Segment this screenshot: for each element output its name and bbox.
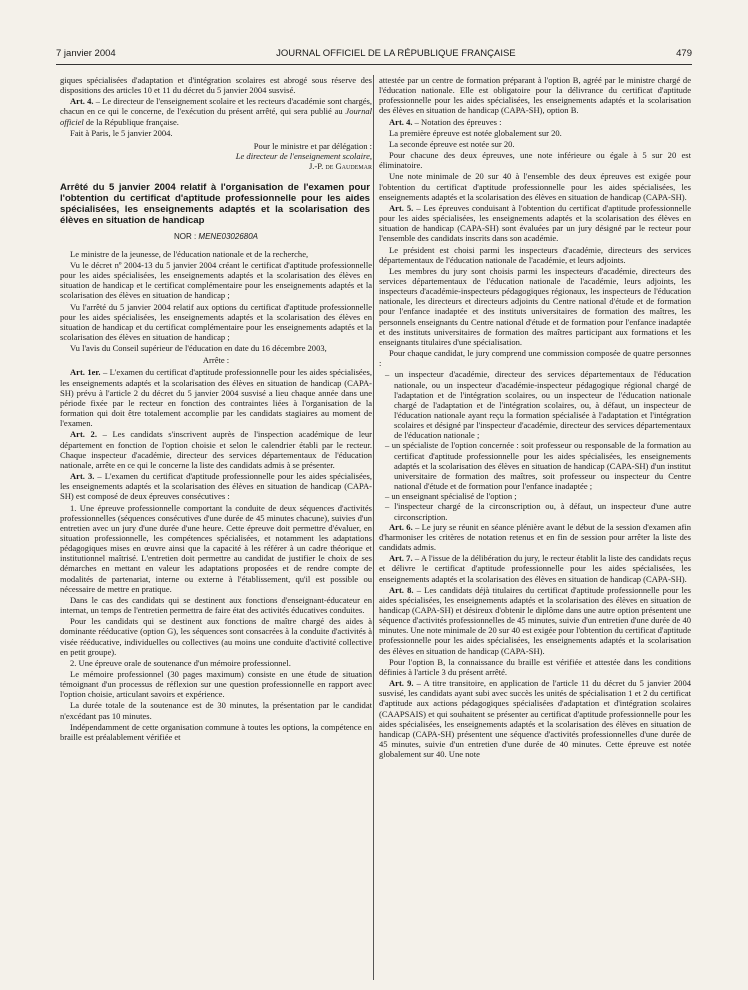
paragraph: Dans le cas des candidats qui se destinent aux fonctions d'enseignant-éducateur en internat, un temps de l'entretien permettra de faire état des activités éducatives conduites. [60,594,372,616]
article-text: – L'examen du certificat d'aptitude professionnelle pour les aides spécialisées, les enseignements adaptés et la scolarisation des élèves en situation de handicap (CAPA-SH) est composé de deux épreuves consécutives : [60,471,372,502]
visa: Vu le décret nº 2004-13 du 5 janvier 2004 créant le certificat d'aptitude professionnelle pour les aides spécialisées, les enseignements adaptés et la scolarisation des élèves en situation de handicap et le certificat complémentaire pour les enseignements adaptés et la scolarisation des élèves en situation de handicap ; [60,259,372,301]
signature-line: Pour le ministre et par délégation : [253,140,372,151]
nor-value: MENE0302680A [198,231,259,241]
paragraph: attestée par un centre de formation préparant à l'option B, agréé par le ministre chargé de l'éducation nationale. Elle est obligatoire pour la délivrance du certificat d'aptitude professionnelle pour les aides spécialisées, les enseignements adaptés et la scolarisation des élèves en situation de handicap (CAPA-SH), option B. [379,75,691,116]
article-text: – A titre transitoire, en application de l'article 11 du décret du 5 janvier 2004 susvisé, les candidats ayant subi avec succès les unités de spécialisation 1 et 2 du certificat d'aptitude aux actions pédagogiques spécialisées d'adaptation et d'intégration scolaires (CAAPSAIS) et qui souhaitent se présenter au certificat d'aptitude professionnelle pour les aides spécialisées, les enseignements adaptés et la scolarisation des élèves en situation de handicap (CAPA-SH) présentent une séquence d'activités professionnelles d'une durée de 45 minutes, suivie d'un entretien d'une durée de 40 minutes. Cette épreuve est notée globalement sur 40. Une note [379,678,691,760]
article-text: – Les candidats s'inscrivent auprès de l'inspection académique de leur département en fonction de l'option choisie et selon le calendrier établi par le recteur. Chaque inspecteur d'académie, directeur des services départementaux de l'éducation nationale, arrête en ce qui le concerne la liste des candidats admis à se présenter. [60,429,372,470]
article-3 [60,471,372,501]
article-2 [60,429,372,470]
article-8 [379,585,691,656]
article-label: Art. 9. [389,678,414,689]
article-text: – Le jury se réunit en séance plénière avant le début de la session d'examen afin d'harmoniser les critères de notation retenus et en fin de session pour arrêter la liste des candidats admis. [379,521,691,553]
article-label: Art. 5. [389,202,414,213]
paragraph: Une note minimale de 20 sur 40 à l'ensemble des deux épreuves est exigée pour l'obtention du certificat d'aptitude professionnelle pour les aides spécialisées, les enseignements adaptés et la scolarisation des élèves en situation de handicap (CAPA-SH). [379,171,691,202]
signature-role: Le directeur de l'enseignement scolaire, [235,151,372,162]
list-item: – un inspecteur d'académie, directeur des services départementaux de l'éducation nationale, ou un inspecteur d'académie-inspecteur pédagogique régional chargé de l'adaptation et de l'intégration scolaires, ou un inspecteur de l'éducation nationale chargé de l'adaptation et de l'intégration scolaires, ou, à défaut, un inspecteur de l'éducation nationale ayant reçu la formation spécialisée à l'adaptation et l'intégration scolaires et désigné par l'inspecteur d'académie, directeur des services départementaux de l'éducation nationale ; [385,369,691,441]
article-label: Art. 1er. [70,367,101,378]
visa: Vu l'arrêté du 5 janvier 2004 relatif aux options du certificat d'aptitude professionnelle pour les aides spécialisées, les enseignements adaptés et la scolarisation des élèves en situation de handicap et du certificat complémentaire pour les enseignements adaptés et la scolarisation des élèves en situation de handicap ; [60,301,372,342]
paragraph: Les membres du jury sont choisis parmi les inspecteurs d'académie, directeurs des services départementaux de l'éducation nationale de l'académie, leurs adjoints, les inspecteurs d'académie-inspecteurs pédagogiques régionaux, les inspecteurs de l'éducation nationale, les directeurs et directeurs adjoints du Centre national d'étude et de formation pour l'enfance inadaptée et des instituts universitaires de formation des maîtres, les personnels enseignants du Centre national d'étude et de formation pour l'enfance inadaptée et des instituts universitaires de formation des maîtres participant aux formations et les enseignants titulaires d'une spécialisation. [379,265,691,347]
page-number: 479 [676,48,692,59]
right-column [379,75,691,980]
decree-title: Arrêté du 5 janvier 2004 relatif à l'organisation de l'examen pour l'obtention du certificat d'aptitude professionnelle pour les aides spécialisées, les enseignements adaptés et la scolarisation des élèves en situation de handicap [60,182,370,226]
article-label: Art. 3. [70,471,95,482]
article-text: – A l'issue de la délibération du jury, le recteur établit la liste des candidats reçus et délivre le certificat d'aptitude professionnelle pour les aides spécialisées, les enseignements adaptés et la scolarisation des élèves en situation de handicap (CAPA-SH). [379,553,691,584]
paragraph: Pour chacune des deux épreuves, une note inférieure ou égale à 5 sur 20 est éliminatoire. [379,150,691,171]
paragraph: Pour chaque candidat, le jury comprend une commission composée de quatre personnes : [379,348,691,369]
column-rule [373,75,374,980]
article-9 [379,678,691,759]
paragraph: Pour l'option B, la connaissance du braille est vérifiée et attestée dans les conditions définies à l'article 3 du présent arrêté. [379,656,691,677]
paragraph: La seconde épreuve est notée sur 20. [389,138,515,149]
article-6 [379,522,691,552]
article-1 [60,367,372,428]
article-4-previous [60,96,372,126]
list-item: – un spécialiste de l'option concernée : soit professeur ou responsable de la formation au certificat d'aptitude professionnelle pour les aides spécialisées, les enseignements adaptés et la scolarisation des élèves en situation de handicap (CAPA-SH) d'un institut universitaire de formation des maîtres, soit professeur ou inspecteur du Centre national d'étude et de formation pour l'enfance inadaptée ; [385,440,691,492]
article-text: – Les épreuves conduisant à l'obtention du certificat d'aptitude professionnelle pour les aides spécialisées, les enseignements adaptés et la scolarisation des élèves en situation de handicap (CAPA-SH) sont évaluées par un jury désigné par le recteur pour l'ensemble des candidats inscrits dans son académie. [379,202,691,244]
nor-reference [60,232,372,242]
article-label: Art. 7. [389,553,413,564]
list-item: – l'inspecteur chargé de la circonscription ou, à défaut, un inspecteur d'une autre circonscription. [385,501,691,522]
paragraph: giques spécialisées d'adaptation et d'intégration scolaires est abrogé sous réserve des dispositions des articles 10 et 11 du décret du 5 janvier 2004 susvisé. [60,75,372,96]
paragraph: Le président est choisi parmi les inspecteurs d'académie, directeurs des services départementaux de l'éducation nationale de l'académie, et leurs adjoints. [379,244,691,265]
paragraph: La première épreuve est notée globalement sur 20. [389,127,562,138]
paragraph: Le mémoire professionnel (30 pages maximum) consiste en une étude de situation témoignant d'un processus de réflexion sur une question professionnelle en rapport avec l'option choisie, articulant savoirs et expérience. [60,669,372,700]
commission-list [379,369,691,521]
article-label: Art. 2. [70,429,97,440]
paragraph: 1. Une épreuve professionnelle comportant la conduite de deux séquences d'activités professionnelles (séquences consécutives d'une durée de 45 minutes chacune), suivies d'un entretien avec un jury d'une durée d'une heure. Cette épreuve doit permettre d'évaluer, en situation professionnelle, les compétences spécialisées, et notamment les adaptations pédagogiques mises en œuvre ainsi que la capacité à les référer à un cadre théorique et institutionnel maîtrisé. L'entretien doit permettre au candidat de justifier le choix de ses démarches en mettant en valeur les adaptations proposées et de rendre compte de modalités de partenariat, interne ou externe à l'établissement, qu'il est possible ou nécessaire de mettre en pratique. [60,502,372,594]
paragraph: Indépendamment de cette organisation commune à toutes les options, la compétence en braille est préalablement vérifiée et [60,721,372,742]
article-label: Art. 8. [389,584,414,595]
article-label: Art. 4. [70,96,94,107]
article-text: de la République française. [83,116,179,127]
preamble: Le ministre de la jeunesse, de l'éducation nationale et de la recherche, [70,248,309,259]
journal-name: Journal officiel [60,106,372,127]
article-text: – Notation des épreuves : [412,116,502,127]
running-head [56,48,692,62]
article-4 [379,117,691,127]
nor-label: NOR : [173,231,199,241]
list-item: – un enseignant spécialisé de l'option ; [385,491,517,502]
article-5 [379,203,691,244]
paragraph: 2. Une épreuve orale de soutenance d'un mémoire professionnel. [70,657,291,668]
article-label: Art. 6. [389,521,413,532]
visa: Vu l'avis du Conseil supérieur de l'éducation en date du 16 décembre 2003, [70,343,327,354]
issue-date: 7 janvier 2004 [56,48,116,59]
arrete-heading: Arrête : [202,355,230,366]
journal-title: JOURNAL OFFICIEL DE LA RÉPUBLIQUE FRANÇAISE [276,48,516,59]
header-rule [56,64,692,65]
article-text: – L'examen du certificat d'aptitude professionnelle pour les aides spécialisées, les enseignements adaptés et la scolarisation des élèves en situation de handicap (CAPA-SH) prévu à l'article 2 du décret du 5 janvier 2004 susvisé a lieu chaque année dans une période fixée par le recteur en fonction des contraintes liées à l'organisation de la formation qui doit être totalement accomplie par les candidats stagiaires au moment de l'examen. [60,367,372,429]
left-column [60,75,372,980]
article-text: – Les candidats déjà titulaires du certificat d'aptitude professionnelle pour les aides spécialisées, les enseignements adaptés et la scolarisation des élèves en situation de handicap (CAPA-SH) et désireux d'obtenir le diplôme dans une autre option présentent une séquence d'activités professionnelles de 45 minutes, suivie d'un entretien d'une durée de 40 minutes. Une note minimale de 20 sur 40 est exigée pour l'obtention du certificat d'aptitude professionnelle pour les aides spécialisées, les enseignements adaptés et la scolarisation des élèves en situation de handicap (CAPA-SH). [379,584,691,656]
signature-name: J.-P. de Gaudemar [308,161,372,172]
paragraph: Pour les candidats qui se destinent aux fonctions de maître chargé des aides à dominante rééducative (option G), les séquences sont consacrées à la conduite d'activités à visée rééducative, individuelles ou collectives (au moins une conduite d'activité collective en petit groupe). [60,616,372,657]
article-label: Art. 4. [389,116,413,127]
paragraph: La durée totale de la soutenance est de 30 minutes, la présentation par le candidat n'excédant pas 10 minutes. [60,700,372,721]
article-text: – Le directeur de l'enseignement scolaire et les recteurs d'académie sont chargés, chacun en ce qui le concerne, de l'exécution du présent arrêté, qui sera publié au [60,96,372,117]
article-7 [379,553,691,583]
place-date: Fait à Paris, le 5 janvier 2004. [70,127,173,138]
